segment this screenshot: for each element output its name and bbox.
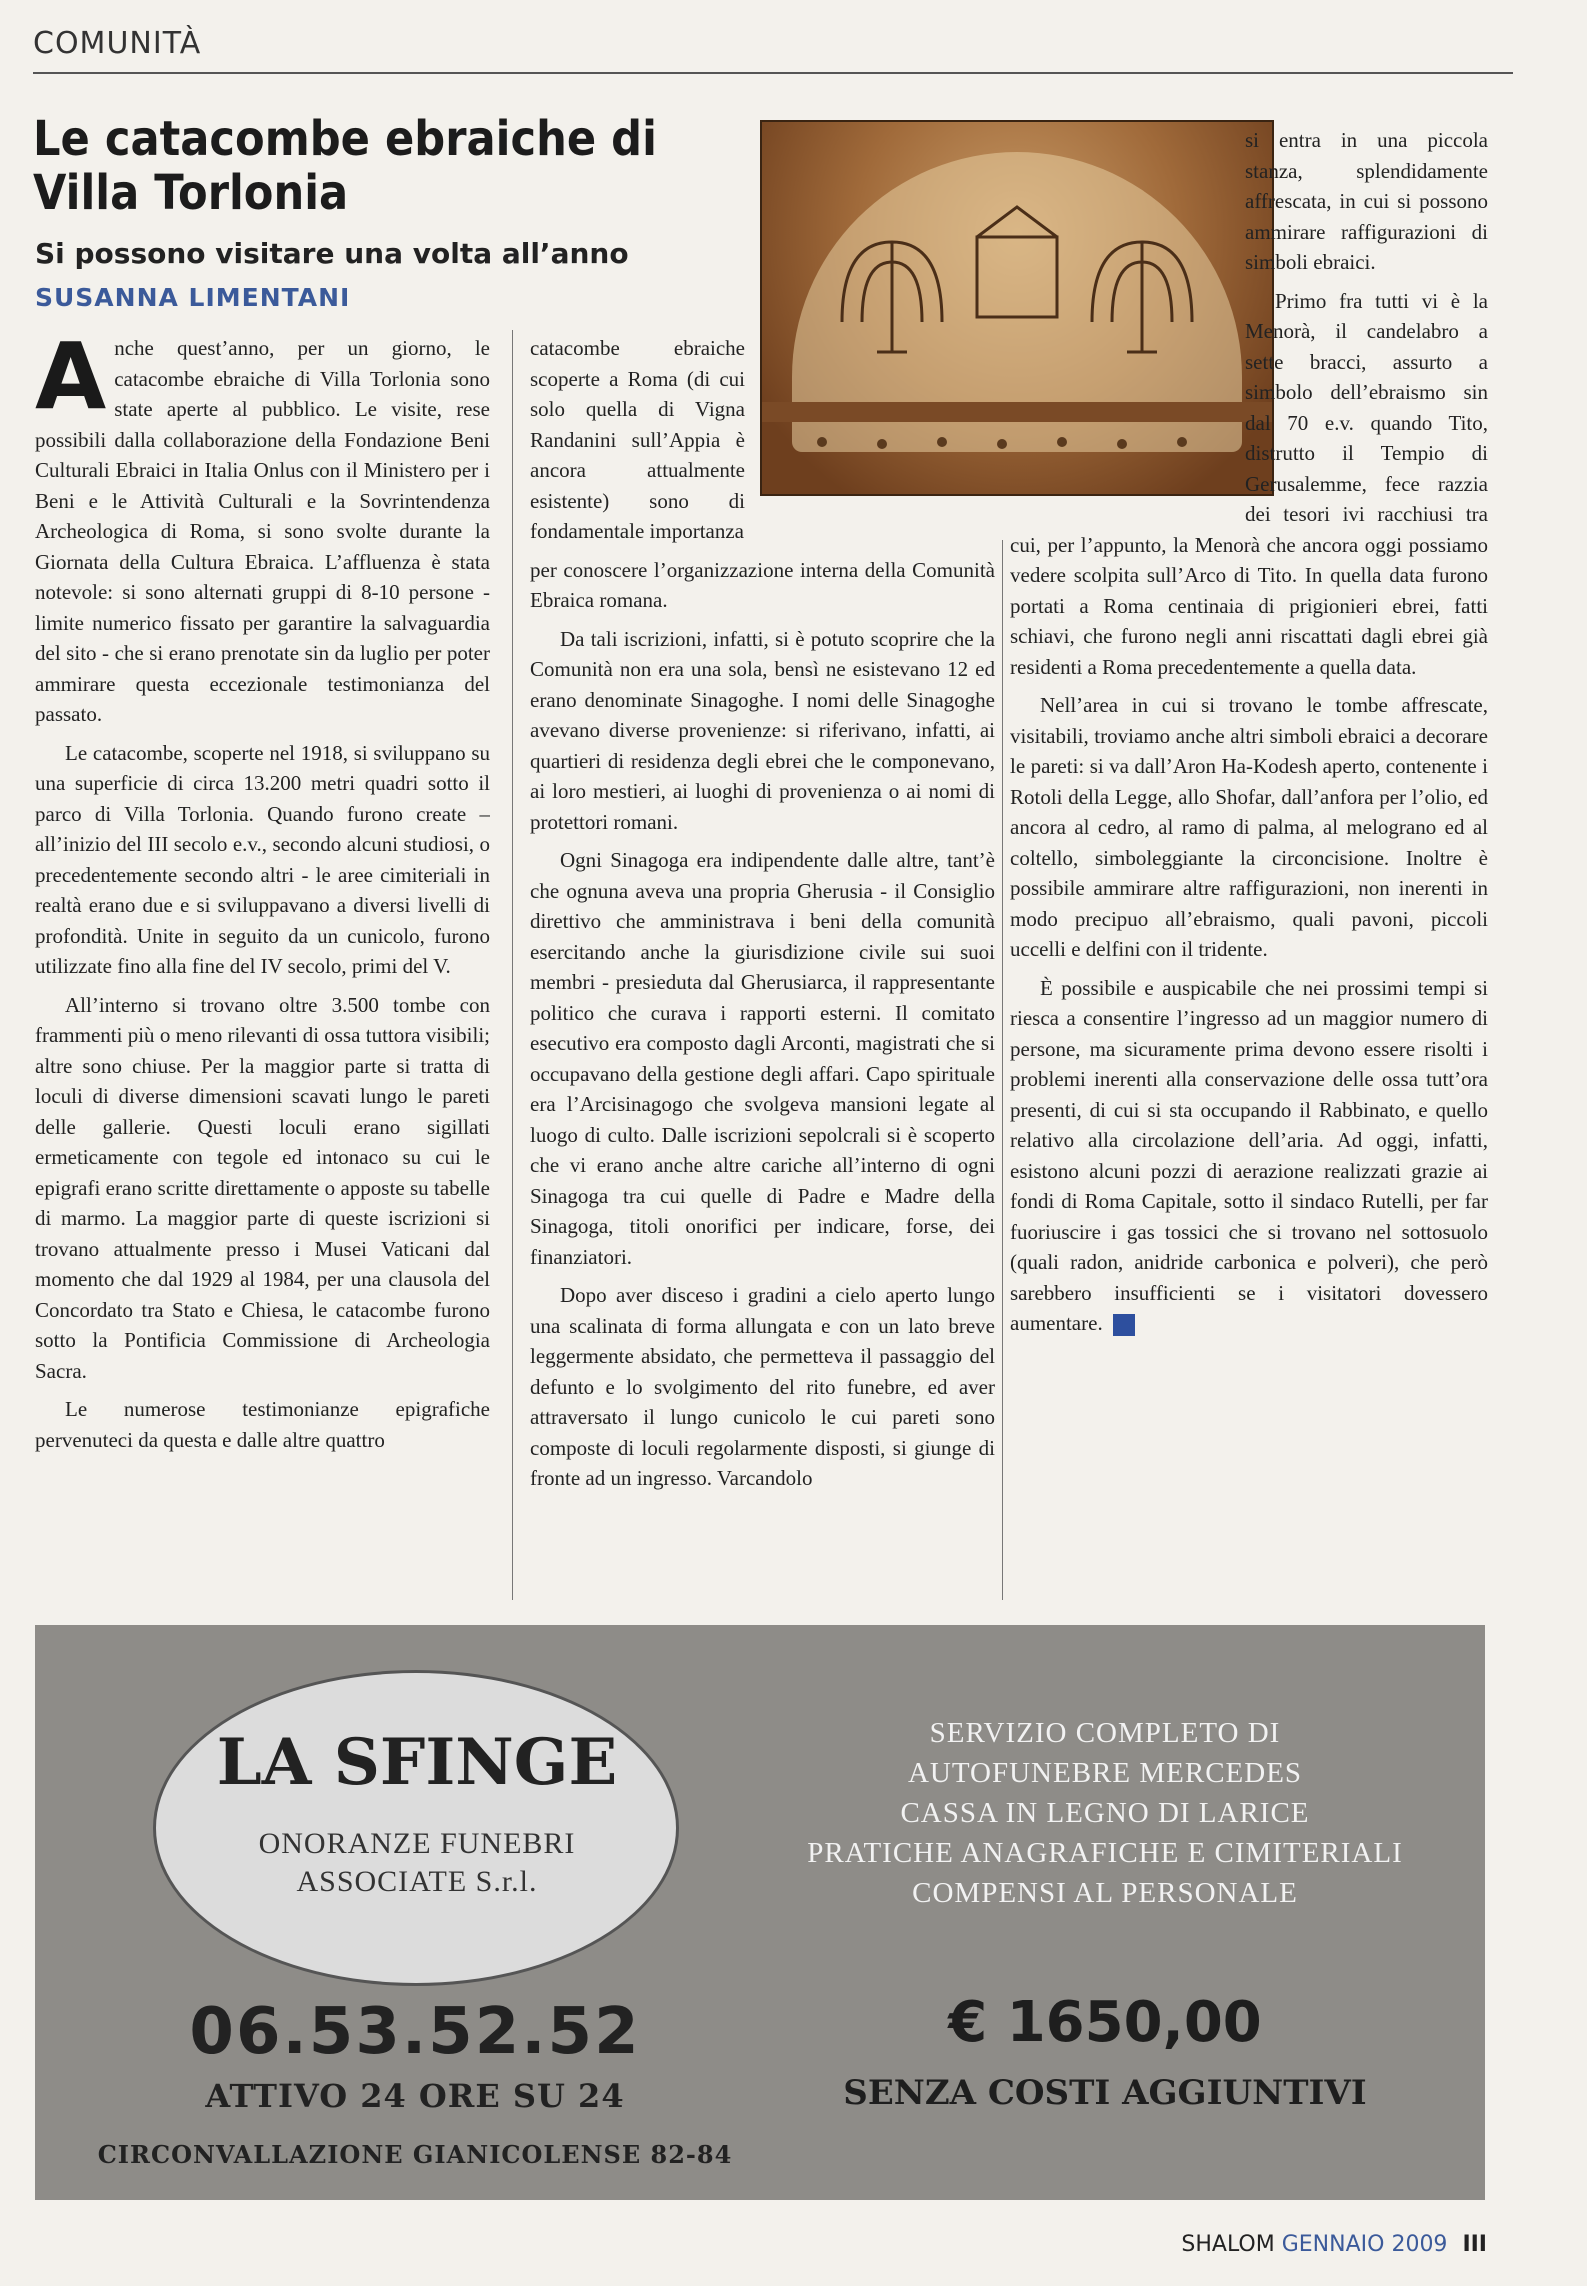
paragraph: Da tali iscrizioni, infatti, si è potuto scoprire che la Comunità non era una sola, bensì ne esistevano 12 ed erano denominate Sinagoghe. I nomi delle Sinagoghe avevano diverse provenienze: si riferivano, infatti, ai quartieri di residenza degli ebrei che le componevano, ai loro mestieri, ai luoghi di provenienza o ai nomi di protettori romani. <box>530 626 995 834</box>
funeral-services-advertisement <box>35 1625 1485 2200</box>
ad-brand-subtitle: ONORANZE FUNEBRI ASSOCIATE S.r.l. <box>258 1827 576 1898</box>
article-column-3 <box>1010 125 1488 1585</box>
paragraph: È possibile e auspicabile che nei prossimi tempi si riesca a consentire l’ingresso ad un maggior numero di persone, ma sicuramente prima devono essere risolti i problemi inerenti alla conservazione delle ossa tutt’ora presenti, di cui si sta occupando il Rabbinato, e quello relativo alla circolazione dell’aria. Ad oggi, infatti, esistono alcuni pozzi di aerazione realizzati grazie ai fondi di Roma Capitale, sotto il sindaco Rutelli, per far fuoriuscire i gas tossici che si trovano nel sottosuolo (quali radon, anidride carbonica e polveri), che però sarebbero insufficienti se i visitatori dovessero aumentare. <box>1010 975 1488 1335</box>
article-column-1 <box>35 333 490 1603</box>
section-label: COMUNITÀ <box>33 26 202 61</box>
page-footer <box>1181 2232 1487 2257</box>
ad-price: € 1650,00 <box>948 1990 1262 2055</box>
magazine-name: SHALOM <box>1181 2232 1275 2257</box>
drop-cap: A <box>35 333 107 430</box>
paragraph: Ogni Sinagoga era indipendente dalle altre, tant’è che ognuna aveva una propria Gherusia - il Consiglio direttivo che amministrava i beni della comunità esercitando anche la giurisdizione civile sui suoi membri - presieduta dal Gherusiarca, il rappresentante politico che curava i rapporti esterni. Il comitato esecutivo era composto dagli Arconti, magistrati che si occupavano della gestione degli affari. Capo spirituale era l’Arcisinagogo che svolgeva mansioni legate al luogo di culto. Dalle iscrizioni sepolcrali si è scoperto che vi erano anche altre cariche all’interno di ogni Sinagoga tra cui quelle di Padre e Madre della Sinagoga, titoli onorifici per indicare, forse, dei finanziatori. <box>530 848 995 1269</box>
paragraph: Le catacombe, scoperte nel 1918, si sviluppano su una superficie di circa 13.200 metri quadri sotto il parco di Villa Torlonia. Quando furono create – all’inizio del III secolo e.v., secondo alcuni studiosi, o precedentemente secondo altri - le aree cimiteriali in realtà erano due e si sviluppavano a diversi livelli di profondità. Unite in seguito da un cunicolo, furono utilizzate fino alla fine del IV secolo, primi del V. <box>35 740 490 978</box>
paragraph: Nell’area in cui si trovano le tombe affrescate, visitabili, troviamo anche altri simboli ebraici a decorare le pareti: si va dall’Aron Ha-Kodesh aperto, contenente i Rotoli della Legge, allo Shofar, dall’anfora per l’olio, ed ancora al cedro, al ramo di palma, al melograno ed al coltello, simboleggiante la circoncisione. Inoltre è possibile ammirare altre raffigurazioni, non inerenti in modo precipuo all’ebraismo, quali pavoni, piccoli uccelli e delfini con il tridente. <box>1010 693 1488 961</box>
column-rule <box>1002 540 1003 1600</box>
article-column-2 <box>530 333 995 1603</box>
ad-services-list <box>755 1713 1455 1913</box>
ad-brand: LA SFINGE <box>216 1725 618 1800</box>
article-title: Le catacombe ebraiche di Villa Torlonia <box>33 111 657 221</box>
issue-date: GENNAIO 2009 <box>1281 2232 1448 2257</box>
page-number: III <box>1462 2232 1487 2257</box>
paragraph: All’interno si trovano oltre 3.500 tombe con frammenti più o meno rilevanti di ossa tuttora visibili; altre sono chiuse. Per la maggior parte si tratta di loculi di diverse dimensioni scavati lungo le pareti delle gallerie. Questi loculi erano sigillati ermeticamente con tegole ed intonaco su cui le epigrafi erano scritte direttamente o apposte su tabelle di marmo. La maggior parte di queste iscrizioni si trovano attualmente presso i Musei Vaticani dal momento che dal 1929 al 1984, per una clausola del Concordato tra Stato e Chiesa, le catacombe furono sotto la Pontificia Commissione di Archeologia Sacra. <box>35 992 490 1383</box>
ad-hours: ATTIVO 24 ORE SU 24 <box>205 2077 625 2115</box>
service-item: COMPENSI AL PERSONALE <box>912 1877 1298 1909</box>
article-author: SUSANNA LIMENTANI <box>35 283 351 312</box>
article-subtitle: Si possono visitare una volta all’anno <box>35 237 629 270</box>
top-rule <box>33 72 1513 74</box>
ad-price-note: SENZA COSTI AGGIUNTIVI <box>843 2073 1367 2113</box>
paragraph: Le numerose testimonianze epigrafiche pervenuteci da questa e dalle altre quattro <box>35 1397 490 1452</box>
service-item: SERVIZIO COMPLETO DI <box>929 1717 1281 1749</box>
paragraph: per conoscere l’organizzazione interna della Comunità Ebraica romana. <box>530 557 995 612</box>
ad-phone-number: 06.53.52.52 <box>189 1995 641 2069</box>
service-item: CASSA IN LEGNO DI LARICE <box>900 1797 1310 1829</box>
end-of-article-mark <box>1113 1314 1135 1336</box>
paragraph: Dopo aver disceso i gradini a cielo aperto lungo una scalinata di forma allungata e con un lato breve leggermente absidato, che permetteva il passaggio del defunto e lo svolgimento del rito funebre, ed aver attraversato il lungo cunicolo le cui pareti sono composte di loculi regolarmente disposti, si giunge di fronte ad un ingresso. Varcandolo <box>530 1283 995 1490</box>
ad-address: CIRCONVALLAZIONE GIANICOLENSE 82-84 <box>97 2140 733 2169</box>
paragraph: catacombe ebraiche scoperte a Roma (di cui solo quella di Vigna Randanini sull’Appia è ancora attualmente esistente) sono di fondamentale importanza <box>530 336 745 543</box>
column-rule <box>512 330 513 1600</box>
paragraph: Anche quest’anno, per un giorno, le catacombe ebraiche di Villa Torlonia sono state aperte al pubblico. Le visite, rese possibili dalla collaborazione della Fondazione Beni Culturali Ebraici in Italia Onlus con il Ministero per i Beni e le Attività Culturali e la Sovrintendenza Archeologica di Roma, si sono svolte durante la Giornata della Cultura Ebraica. L’affluenza è stata notevole: si sono alternati gruppi di 8-10 persone - limite numerico fissato per garantire la salvaguardia del sito - che si erano prenotate sin da luglio per poter ammirare questa eccezionale testimonianza del passato. <box>35 333 490 726</box>
service-item: AUTOFUNEBRE MERCEDES <box>907 1757 1303 1789</box>
paragraph: si entra in una piccola stanza, splendidamente affrescata, in cui si possono ammirare raffigurazioni di simboli ebraici. <box>1245 128 1488 274</box>
service-item: PRATICHE ANAGRAFICHE E CIMITERIALI <box>807 1837 1403 1869</box>
paragraph: Primo fra tutti vi è la Menorà, il candelabro a sette bracci, assurto a simbolo dell’ebraismo sin dal 70 e.v. quando Tito, distrutto il Tempio di Gerusalemme, fece razzia dei tesori ivi racchiusi tra cui, per l’appunto, la Menorà che ancora oggi possiamo vedere scolpita sull’Arco di Tito. In quella data furono portati a Roma centinaia di prigionieri ebrei, fatti schiavi, che furono negli anni riscattati dagli ebrei già residenti a Roma precedentemente a quella data. <box>1010 288 1488 679</box>
